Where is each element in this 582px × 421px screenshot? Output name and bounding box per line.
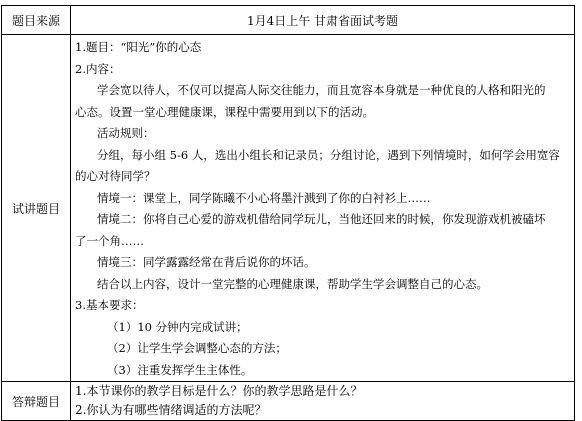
lecture-line: （3）注重发挥学生主体性。 <box>107 362 253 377</box>
lecture-line: 活动规则： <box>97 126 155 140</box>
lecture-content <box>71 35 575 382</box>
lecture-line: 3.基本要求： <box>75 298 144 312</box>
defense-line: 2.你认为有哪些情绪调适的方法呢？ <box>75 403 267 417</box>
lecture-label: 试讲题目 <box>2 35 71 382</box>
source-label: 题目来源 <box>2 6 71 35</box>
lecture-line: （2）让学生学会调整心态的方法； <box>107 341 287 355</box>
header-row <box>2 6 575 35</box>
lecture-line: 情境二：你将自己心爱的游戏机借给同学玩儿，当他还回来的时候，你发现游戏机被磕坏 <box>97 212 546 226</box>
lecture-line: 了一个角…… <box>75 233 144 248</box>
lecture-line: 的心对待同学？ <box>75 169 156 183</box>
lecture-line: 情境三：同学露露经常在背后说你的坏话。 <box>97 255 316 269</box>
lecture-line: （1）10 分钟内完成试讲； <box>107 319 248 334</box>
lecture-line: 学会宽以待人，不仅可以提高人际交往能力，而且宽容本身就是一种优良的人格和阳光的 <box>97 83 546 97</box>
source-value: 1月4日上午 甘肃省面试考题 <box>71 6 575 35</box>
exam-table <box>1 5 575 421</box>
defense-line: 1.本节课你的教学目标是什么？你的教学思路是什么？ <box>75 384 363 398</box>
lecture-line: 心态。设置一堂心理健康课，课程中需要用到以下的活动。 <box>75 104 374 119</box>
lecture-row <box>2 35 575 382</box>
lecture-line: 情境一：课堂上，同学陈曦不小心将墨汁溅到了你的白衬衫上…… <box>97 190 431 205</box>
lecture-line: 结合以上内容，设计一堂完整的心理健康课，帮助学生学会调整自己的心态。 <box>97 276 488 291</box>
defense-row <box>2 382 575 421</box>
lecture-line: 2.内容： <box>75 61 121 76</box>
defense-label: 答辩题目 <box>2 382 71 421</box>
defense-content <box>71 382 575 421</box>
lecture-line: 1.题目：“阳光”你的心态 <box>75 40 202 54</box>
lecture-line: 分组，每小组 5-6 人，选出小组长和记录员；分组讨论，遇到下列情境时，如何学会用宽容 <box>97 147 560 162</box>
